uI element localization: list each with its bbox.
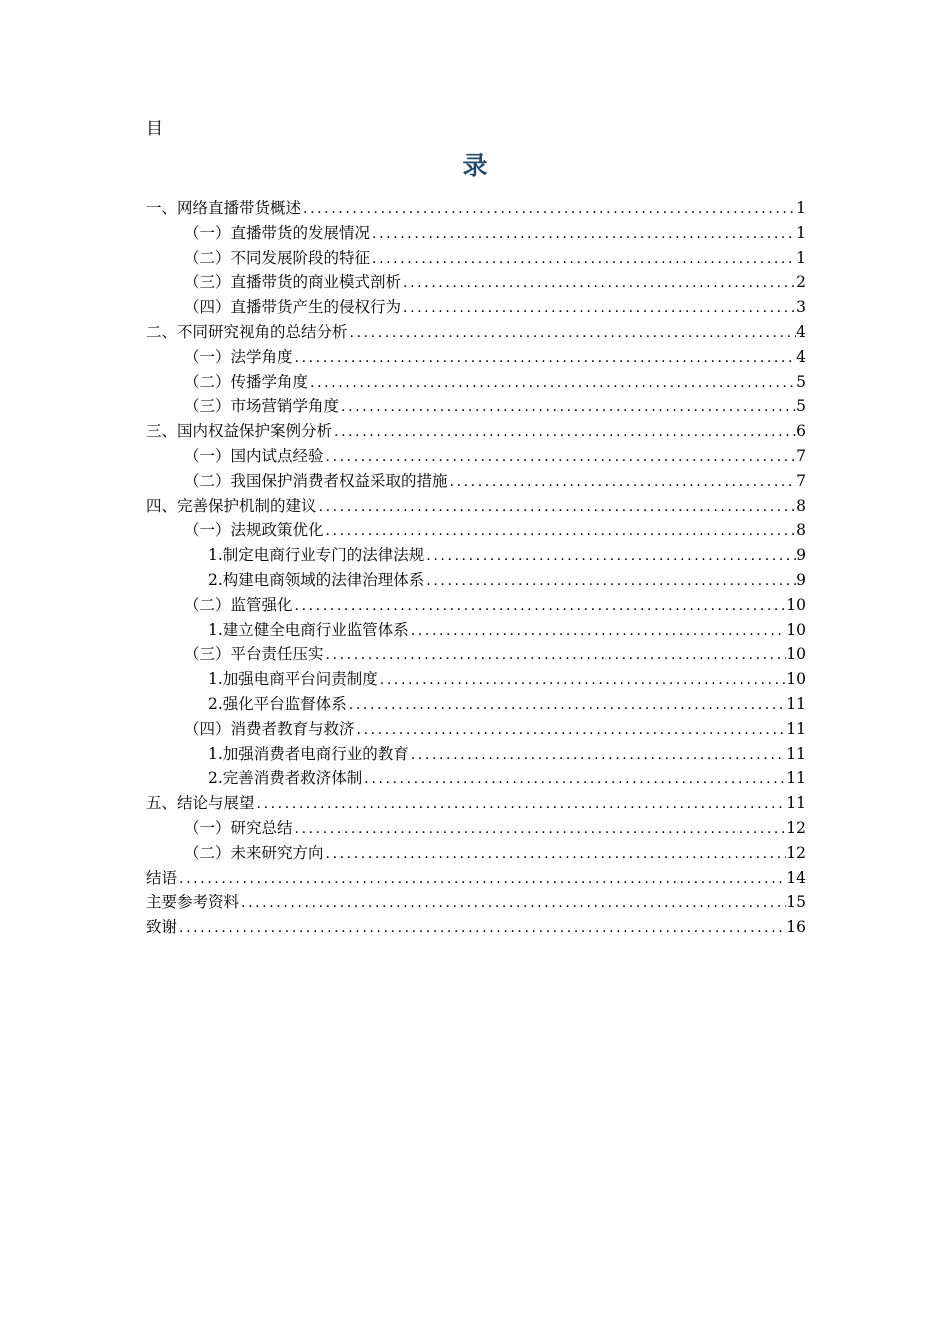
- toc-dot-leader: [370, 222, 796, 247]
- toc-entry-title: （二）未来研究方向: [184, 843, 324, 862]
- toc-entry-title: 1.建立健全电商行业监管体系: [208, 620, 409, 639]
- toc-entry[interactable]: [146, 494, 806, 519]
- toc-dot-leader: [339, 395, 796, 420]
- toc-entry-title: 2.强化平台监督体系: [208, 694, 347, 713]
- toc-entry[interactable]: [146, 568, 806, 593]
- toc-entry-page-number: 11: [786, 794, 806, 813]
- toc-entry[interactable]: [146, 345, 806, 370]
- toc-entry[interactable]: [146, 667, 806, 692]
- toc-entry-page-number: 3: [796, 298, 806, 317]
- toc-dot-leader: [239, 891, 786, 916]
- toc-entry-page-number: 10: [786, 670, 806, 689]
- toc-entry-page-number: 7: [796, 471, 806, 490]
- toc-entry[interactable]: [146, 270, 806, 295]
- toc-entry[interactable]: [146, 642, 806, 667]
- toc-entry-title: （二）我国保护消费者权益采取的措施: [184, 471, 448, 490]
- toc-entry-title: （一）国内试点经验: [184, 446, 324, 465]
- toc-entry[interactable]: [146, 246, 806, 271]
- toc-dot-leader: [255, 792, 787, 817]
- toc-dot-leader: [348, 321, 796, 346]
- toc-entry-page-number: 16: [786, 918, 806, 937]
- toc-entry[interactable]: [146, 196, 806, 221]
- toc-dot-leader: [324, 519, 796, 544]
- toc-dot-leader: [293, 346, 796, 371]
- toc-entry-title: （一）法学角度: [184, 347, 293, 366]
- toc-entry[interactable]: [146, 370, 806, 395]
- toc-entry-title: （一）直播带货的发展情况: [184, 223, 371, 242]
- toc-entry[interactable]: [146, 221, 806, 246]
- toc-entry-title: （四）直播带货产生的侵权行为: [184, 298, 402, 317]
- toc-entry-title: 1.加强电商平台问责制度: [208, 670, 378, 689]
- toc-entry[interactable]: [146, 444, 806, 469]
- toc-entry[interactable]: [146, 915, 806, 940]
- toc-entry[interactable]: [146, 866, 806, 891]
- toc-entry-page-number: 12: [786, 843, 806, 862]
- toc-entry-page-number: 11: [786, 694, 806, 713]
- toc-entry-page-number: 4: [796, 347, 806, 366]
- toc-dot-leader: [424, 569, 796, 594]
- toc-entry-page-number: 8: [796, 496, 806, 515]
- toc-entry-title: （二）传播学角度: [184, 372, 309, 391]
- toc-dot-leader: [401, 296, 796, 321]
- toc-entry-page-number: 11: [786, 719, 806, 738]
- toc-entry[interactable]: [146, 320, 806, 345]
- toc-entry[interactable]: [146, 295, 806, 320]
- toc-entry[interactable]: [146, 518, 806, 543]
- toc-entry[interactable]: [146, 469, 806, 494]
- toc-entry-page-number: 1: [796, 248, 806, 267]
- toc-dot-leader: [301, 197, 796, 222]
- toc-entry-page-number: 4: [796, 322, 806, 341]
- toc-entry-page-number: 15: [786, 893, 806, 912]
- toc-entry-page-number: 11: [786, 744, 806, 763]
- toc-entry-page-number: 12: [786, 818, 806, 837]
- toc-entry-page-number: 10: [786, 620, 806, 639]
- toc-dot-leader: [347, 693, 786, 718]
- toc-entry-title: 1.制定电商行业专门的法律法规: [208, 546, 425, 565]
- toc-entry-title: （一）法规政策优化: [184, 521, 324, 540]
- toc-dot-leader: [332, 420, 796, 445]
- toc-entry[interactable]: [146, 692, 806, 717]
- toc-entry-page-number: 2: [796, 273, 806, 292]
- toc-entry-title: （三）市场营销学角度: [184, 397, 340, 416]
- toc-entry-title: 四、完善保护机制的建议: [146, 496, 317, 515]
- toc-dot-leader: [324, 842, 787, 867]
- toc-entry-page-number: 7: [796, 446, 806, 465]
- toc-entry-page-number: 14: [786, 868, 806, 887]
- toc-dot-leader: [409, 743, 786, 768]
- table-of-contents: [146, 196, 806, 940]
- toc-heading-top: 目: [146, 119, 163, 139]
- toc-entry-title: 致谢: [146, 918, 178, 937]
- toc-entry[interactable]: [146, 816, 806, 841]
- toc-entry[interactable]: [146, 394, 806, 419]
- toc-entry-title: （二）监管强化: [184, 595, 293, 614]
- toc-entry-page-number: 9: [796, 570, 806, 589]
- toc-entry[interactable]: [146, 419, 806, 444]
- toc-entry-title: 三、国内权益保护案例分析: [146, 422, 333, 441]
- toc-dot-leader: [424, 544, 796, 569]
- toc-entry[interactable]: [146, 890, 806, 915]
- toc-dot-leader: [308, 371, 796, 396]
- toc-entry[interactable]: [146, 766, 806, 791]
- toc-entry[interactable]: [146, 618, 806, 643]
- toc-entry-title: 五、结论与展望: [146, 794, 255, 813]
- toc-entry-title: 1.加强消费者电商行业的教育: [208, 744, 409, 763]
- toc-entry[interactable]: [146, 717, 806, 742]
- toc-dot-leader: [324, 643, 787, 668]
- toc-dot-leader: [177, 867, 786, 892]
- toc-dot-leader: [293, 817, 787, 842]
- toc-entry-page-number: 5: [796, 397, 806, 416]
- toc-entry-page-number: 1: [796, 223, 806, 242]
- toc-dot-leader: [448, 470, 796, 495]
- toc-dot-leader: [324, 445, 796, 470]
- toc-entry-page-number: 10: [786, 645, 806, 664]
- toc-entry[interactable]: [146, 841, 806, 866]
- toc-entry-page-number: 9: [796, 546, 806, 565]
- toc-entry-title: 结语: [146, 868, 178, 887]
- toc-entry-page-number: 8: [796, 521, 806, 540]
- toc-entry-page-number: 10: [786, 595, 806, 614]
- toc-entry-page-number: 1: [796, 199, 806, 217]
- toc-dot-leader: [177, 916, 786, 941]
- toc-entry-title: 二、不同研究视角的总结分析: [146, 322, 348, 341]
- toc-entry-title: 一、网络直播带货概述: [146, 199, 302, 217]
- toc-entry-title: 2.构建电商领域的法律治理体系: [208, 570, 425, 589]
- toc-dot-leader: [293, 594, 787, 619]
- toc-dot-leader: [409, 619, 786, 644]
- toc-dot-leader: [378, 668, 786, 693]
- toc-entry[interactable]: [146, 543, 806, 568]
- toc-entry-title: 主要参考资料: [146, 893, 240, 912]
- toc-entry-page-number: 5: [796, 372, 806, 391]
- toc-entry-title: （一）研究总结: [184, 818, 293, 837]
- toc-dot-leader: [355, 718, 787, 743]
- toc-entry-title: （二）不同发展阶段的特征: [184, 248, 371, 267]
- toc-entry-page-number: 11: [786, 769, 806, 788]
- toc-entry[interactable]: [146, 742, 806, 767]
- toc-entry-title: （四）消费者教育与救济: [184, 719, 355, 738]
- toc-entry-title: （三）平台责任压实: [184, 645, 324, 664]
- toc-dot-leader: [362, 767, 786, 792]
- toc-entry-title: （三）直播带货的商业模式剖析: [184, 273, 402, 292]
- toc-entry[interactable]: [146, 791, 806, 816]
- toc-dot-leader: [401, 271, 796, 296]
- toc-dot-leader: [317, 495, 796, 520]
- toc-heading-main: 录: [462, 151, 488, 180]
- toc-entry-page-number: 6: [796, 422, 806, 441]
- toc-entry-title: 2.完善消费者救济体制: [208, 769, 363, 788]
- toc-dot-leader: [370, 247, 796, 272]
- toc-entry[interactable]: [146, 593, 806, 618]
